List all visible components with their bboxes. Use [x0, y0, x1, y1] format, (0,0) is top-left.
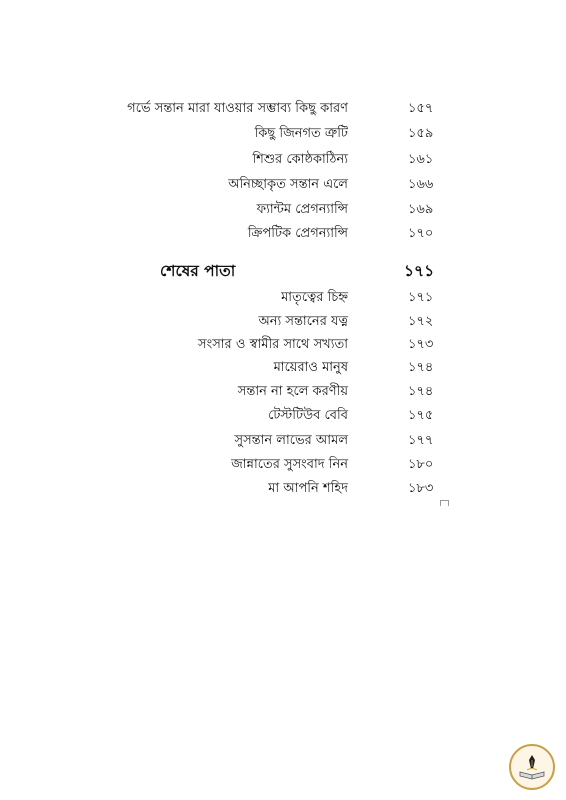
toc-entry[interactable] — [0, 404, 566, 428]
toc-entry-page: ১৬৬ — [408, 177, 434, 192]
toc-entry[interactable] — [0, 453, 566, 477]
toc-entry-title: জান্নাতের সুসংবাদ নিন — [231, 457, 348, 472]
toc-entry[interactable] — [0, 148, 566, 172]
toc-entry-page: ১৭৭ — [408, 433, 434, 448]
toc-entry-title: কিছু জিনগত ত্রুটি — [254, 126, 348, 141]
toc-entry-title: ফ্যান্টম প্রেগন্যান্সি — [256, 202, 348, 217]
toc-entry-title: মা আপনি শহিদ — [268, 481, 348, 496]
toc-entry-title: শিশুর কোষ্ঠকাঠিন্য — [252, 152, 348, 167]
toc-entry[interactable] — [0, 477, 566, 501]
toc-entry[interactable] — [0, 198, 566, 222]
toc-entry[interactable] — [0, 310, 566, 334]
toc-entry-page: ১৭১ — [408, 290, 434, 305]
toc-entry[interactable] — [0, 356, 566, 380]
toc-entry-page: ১৭৪ — [408, 360, 434, 375]
section-page: ১৭১ — [404, 262, 435, 280]
toc-entry-page: ১৭৪ — [408, 384, 434, 399]
toc-entry-title: অন্য সন্তানের যত্ন — [258, 314, 348, 329]
toc-entry[interactable] — [0, 333, 566, 357]
toc-entry[interactable] — [0, 380, 566, 404]
toc-entry[interactable] — [0, 122, 566, 146]
toc-entry-title: মাতৃত্বের চিহ্ন — [281, 290, 348, 305]
toc-entry-title: মায়েরাও মানুষ — [273, 360, 348, 375]
publisher-logo — [509, 744, 555, 790]
toc-entry-page: ১৫৭ — [408, 101, 434, 116]
section-title: শেষের পাতা — [160, 262, 236, 280]
toc-entry-page: ১৭০ — [408, 226, 434, 241]
toc-entry-page: ১৬৯ — [408, 202, 434, 217]
toc-entry[interactable] — [0, 222, 566, 246]
toc-entry-title: ক্রিপটিক প্রেগন্যান্সি — [247, 226, 348, 241]
toc-entry-title: সংসার ও স্বামীর সাথে সখ্যতা — [198, 337, 348, 352]
toc-entry-title: সুসন্তান লাভের আমল — [234, 433, 348, 448]
book-pen-icon — [511, 746, 553, 788]
toc-entry[interactable] — [0, 97, 566, 121]
toc-entry-title: টেস্টটিউব বেবি — [268, 408, 348, 423]
toc-entry-title: সন্তান না হলে করণীয় — [237, 384, 348, 399]
toc-entry-page: ১৫৯ — [408, 126, 434, 141]
toc-entry-page: ১৭৩ — [408, 337, 434, 352]
toc-entry-page: ১৭৫ — [408, 408, 434, 423]
toc-entry-title: গর্ভে সন্তান মারা যাওয়ার সম্ভাব্য কিছু কারণ — [127, 101, 348, 116]
toc-entry[interactable] — [0, 286, 566, 310]
toc-entry-title: অনিচ্ছাকৃত সন্তান এলে — [228, 177, 348, 192]
toc-entry-page: ১৭২ — [408, 314, 434, 329]
page-corner-mark — [440, 500, 449, 506]
toc-entry-page: ১৮৩ — [408, 481, 434, 496]
toc-entry-page: ১৬১ — [408, 152, 434, 167]
toc-section-heading[interactable] — [0, 258, 566, 284]
toc-entry[interactable] — [0, 173, 566, 197]
toc-entry[interactable] — [0, 429, 566, 453]
toc-entry-page: ১৮০ — [408, 457, 434, 472]
